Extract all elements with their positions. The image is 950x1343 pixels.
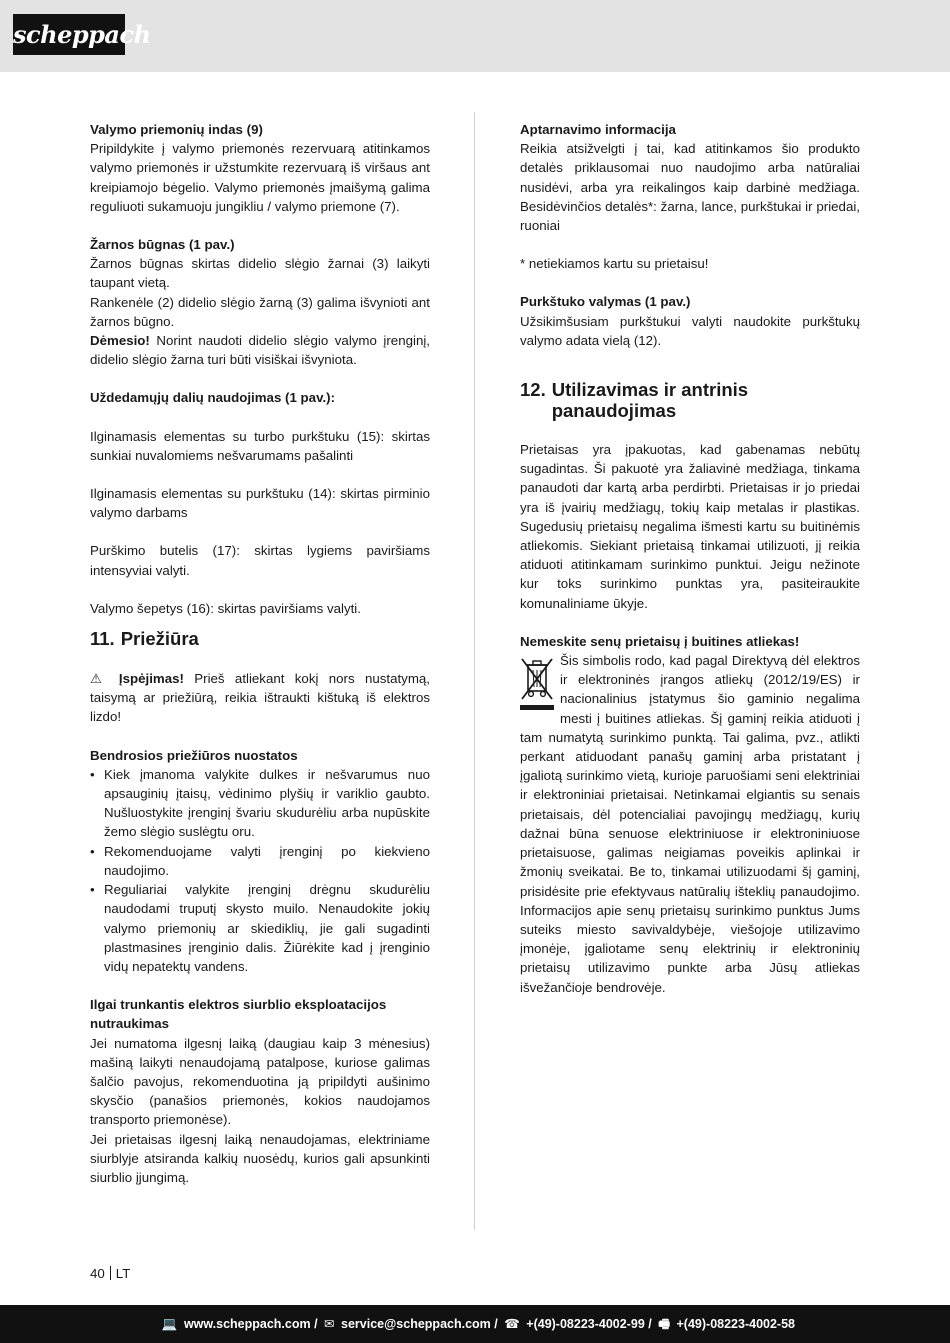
weee-body: Šis simbolis rodo, kad pagal Direktyvą dėl elektros ir elektroninės įrangos atliekų (2012/19/ES) ir nacionalinius įstatymus šio gaminio negalima mesti į buitines atliekas. Šį gaminį reikia atiduoti į tam numatytą surinkimo punktą. Tai galima, pvz., atlikti perkant atiduodant panašų gaminį arba pristatant į įgaliotą surinkimo vietą, kurioje paruošiami seni elektriniai ir elektroniniai prietaisai. Netinkamai elgiantis su senais prietaisais, dėl potencialiai pavojingų medžiagų, kurių dažnai būna senuose elektriniuose ir elektroniniuose prietaisuose, galimas neigiamas poveikis aplinkai ir žmonių sveikatai. Be to, tinkamai utilizuodami šį gaminį, prisidėsite prie efektyvaus natūralių išteklių panaudojimo. Informacijos apie senų prietaisų surinkimo punktus Jums suteiks miesto savivaldybėje, viešojoje utilizavimo įmonėje, įgaliotame senų elektrinių ir elektroninių prietaisų utilizavimo punkte arba Jūsų atliekas išvežančioje bendrovėje. [520, 653, 860, 995]
attachment-item-turbo: Ilginamasis elementas su turbo purkštuku (15): skirtas sunkiai nuvalomiems nešvarumams pašalinti [90, 428, 430, 463]
attention-text: Norint naudoti didelio slėgio valymo įrenginį, didelio slėgio žarna turi būti visiškai išvyniota. [90, 333, 430, 368]
attachments-title: Uždedamųjų dalių naudojimas (1 pav.): [90, 390, 336, 406]
hose-drum-body-2: Rankenėle (2) didelio slėgio žarną (3) galima išvynioti ant žarnos būgno. [90, 294, 430, 329]
fax-icon: 🖷 [658, 1317, 671, 1331]
service-info-body: Reikia atsižvelgti į tai, kad atitinkamos šio produkto detalės priklausomai nuo naudojimo arba natūraliai nusidėvi, arba yra reikalingos kaip darbinė medžiaga. Besidėvinčios detalės*: žarna, lance, purkštukai ir priedai, ruoniai [520, 141, 860, 234]
maintenance-warning [90, 669, 430, 727]
disposal-body: Prietaisas yra įpakuotas, kad gabenamas nebūtų sugadintas. Ši pakuotė yra žaliavinė medžiaga, tinkama panaudoti dar kartą arba perdirbti. Prietaisas ir jo priedai yra iš įvairių medžiagų, tokių kaip metalas ir plastikas. Sugedusių prietaisų negalima išmesti kartu su buitinėmis atliekomis. Siekiant prietaisą tinkamai utilizuoti, jį reikia atiduoti atitinkamam surinkimo punktui. Jeigu nežinote kur toks surinkimo punktas yra, pasiteiraukite komunaliniame ūkyje. [520, 442, 860, 611]
phone-number: +(49)-08223-4002-99 / [526, 1317, 652, 1331]
disposal-title: Utilizavimas ir antrinis panaudojimas [551, 379, 749, 422]
left-column [90, 120, 430, 1187]
crossed-bin-icon [520, 655, 554, 713]
page-number-value: 40 [90, 1266, 105, 1281]
cleaning-agent-tank-title: Valymo priemonių indas (9) [90, 122, 263, 137]
hose-drum-body-1: Žarnos būgnas skirtas didelio slėgio žarnai (3) laikyti taupant vietą. [90, 256, 430, 291]
cleaning-agent-tank-body: Pripildykite į valymo priemonės rezervuarą atitinkamos valymo priemonės ir užstumkite rezervuarą iš viršaus ant kreipiamojo bėgelio. Valymo priemonės įmaišymą galima reguliuoti sukamuoju jungikliu / valymo priemone (7). [90, 141, 430, 214]
attachment-item-spray-bottle: Purškimo butelis (17): skirtas lygiems paviršiams intensyviai valyti. [90, 543, 430, 578]
warning-text: Prieš atliekant kokį nors nustatymą, taisymą ar priežiūrą, reikia ištraukti kištuką iš elektros lizdo! [90, 671, 430, 725]
general-maintenance-title: Bendrosios priežiūros nuostatos [90, 747, 298, 763]
attachment-item-brush: Valymo šepetys (16): skirtas paviršiams valyti. [90, 600, 361, 616]
attachment-item-nozzle: Ilginamasis elementas su purkštuku (14): skirtas pirminio valymo darbams [90, 486, 430, 521]
long-term-storage-body-2: Jei prietaisas ilgesnį laiką nenaudojamas, elektriniame siurblyje atsiranda kalkių nuosėdų, kurios gali apsunkinti siurblio įjungimą. [90, 1131, 430, 1185]
hose-drum-title: Žarnos būgnas (1 pav.) [90, 237, 235, 253]
page-number [90, 1265, 130, 1283]
service-info-title: Aptarnavimo informacija [520, 122, 676, 137]
list-item: • Reguliariai valykite įrenginį drėgnu skudurėliu naudodami truputį skysto muilo. Nenaudokite jokių valymo priemonių ar skiediklių, jie gali sugadinti plastmasines įrenginio dalis. Žiūrėkite kad į įrenginio vidų nepatektų vandens. [90, 880, 430, 976]
attention-label: Dėmesio! [90, 333, 150, 349]
maintenance-title: Priežiūra [120, 628, 199, 650]
brand-logo: scheppach [13, 14, 125, 55]
nozzle-cleaning-title: Purkštuko valymas (1 pav.) [520, 294, 691, 310]
warning-label: Įspėjimas! [118, 671, 184, 687]
maintenance-heading [90, 628, 430, 649]
column-divider [474, 112, 475, 1230]
website-link[interactable]: www.scheppach.com / [183, 1317, 318, 1331]
weee-section [520, 651, 860, 997]
maintenance-number: 11. [90, 628, 115, 650]
page-language: LT [115, 1266, 131, 1281]
weee-title: Nemeskite senų prietaisų į buitines atliekas! [520, 633, 800, 649]
mail-icon: ✉ [324, 1317, 335, 1331]
computer-icon: 💻 [161, 1317, 178, 1331]
list-item: • Kiek įmanoma valykite dulkes ir nešvarumus nuo apsauginių įtaisų, vėdinimo plyšių ir variklio gaubto. Nušluostykite įrenginį švariu skudurėliu arba nupūskite žemo slėgio suslėgtu oru. [90, 765, 430, 842]
fax-number: +(49)-08223-4002-58 [676, 1317, 795, 1331]
header-bar [0, 0, 950, 72]
email-link[interactable]: service@scheppach.com / [341, 1317, 498, 1331]
right-column [520, 120, 860, 997]
long-term-storage-title: Ilgai trunkantis elektros siurblio eksploatacijos nutraukimas [90, 997, 387, 1032]
nozzle-cleaning-body: Užsikimšusiam purkštukui valyti naudokite purkštukų valymo adata vielą (12). [520, 313, 860, 348]
service-info-note: * netiekiamos kartu su prietaisu! [520, 256, 709, 272]
footer-bar [0, 1305, 950, 1343]
long-term-storage-body-1: Jei numatoma ilgesnį laiką (daugiau kaip 3 mėnesius) mašiną laikyti nenaudojamą patalpose, kuriose galimas šalčio pavojus, rekomenduotina ją pripildyti aušinimo skysčio (panašios priemonės, kokios naudojamos transporto priemonėse). [90, 1035, 430, 1128]
warning-icon: ⚠ [90, 671, 109, 687]
phone-icon: ☎ [504, 1317, 520, 1331]
disposal-number: 12. [520, 379, 546, 401]
list-item: • Rekomenduojame valyti įrenginį po kiekvieno naudojimo. [90, 842, 430, 880]
general-maintenance-list [90, 765, 430, 976]
hose-drum-attention [90, 331, 430, 369]
disposal-heading [520, 379, 860, 421]
